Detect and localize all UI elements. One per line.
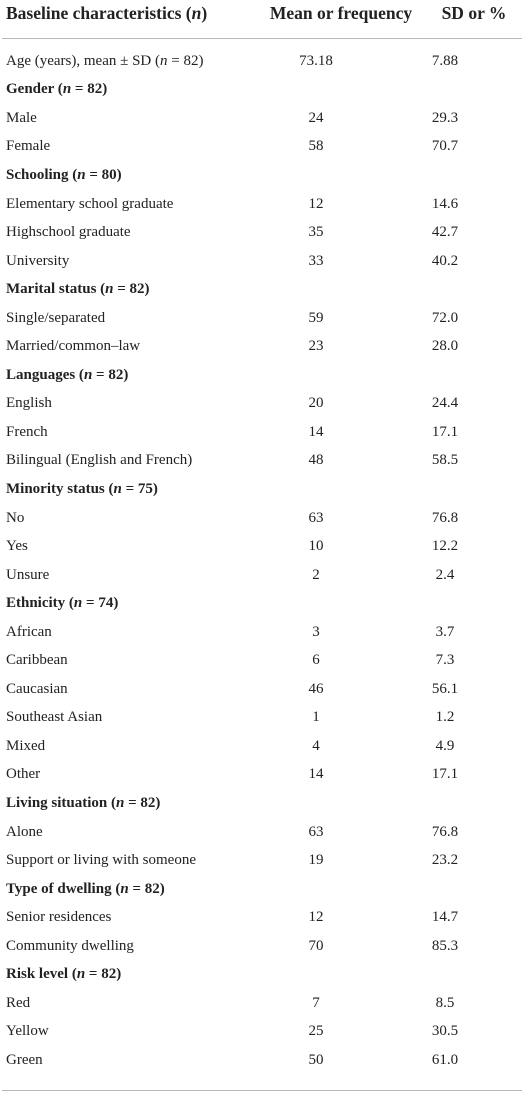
sample-size-variable: n (83, 366, 93, 383)
row-sd-or-percent: 56.1 (431, 680, 459, 697)
row-sd-or-percent: 1.2 (435, 709, 455, 726)
row-sd-or-percent: 28.0 (431, 338, 459, 355)
table-row (2, 247, 522, 276)
row-sd-or-percent: 24.4 (431, 395, 459, 412)
row-label: Living situation (n = 82) (6, 794, 161, 811)
row-label: French (6, 423, 48, 440)
section-header-row (2, 361, 522, 390)
table-row (2, 390, 522, 419)
section-header-row (2, 875, 522, 904)
row-mean-or-frequency: 6 (312, 652, 320, 669)
table-row (2, 104, 522, 133)
row-label: Caucasian (6, 680, 68, 697)
row-label: Male (6, 109, 37, 126)
table-row (2, 218, 522, 247)
table-row (2, 646, 522, 675)
section-header-row (2, 161, 522, 190)
row-mean-or-frequency: 50 (308, 1051, 324, 1068)
row-label: Minority status (n = 75) (6, 480, 158, 497)
row-label: Schooling (n = 80) (6, 166, 122, 183)
row-sd-or-percent: 7.88 (431, 52, 459, 69)
row-label: Alone (6, 823, 43, 840)
row-label: Single/separated (6, 309, 106, 326)
sample-size-variable: n (116, 794, 125, 811)
sample-size-variable: n (113, 480, 122, 497)
section-header-row (2, 961, 522, 990)
table-row (2, 561, 522, 590)
row-label: Senior residences (6, 909, 112, 926)
row-mean-or-frequency: 20 (308, 395, 324, 412)
row-sd-or-percent: 4.9 (435, 737, 455, 754)
row-mean-or-frequency: 1 (312, 709, 320, 726)
section-header-row (2, 589, 522, 618)
row-label: No (6, 509, 25, 526)
row-mean-or-frequency: 12 (308, 909, 324, 926)
row-label: Mixed (6, 737, 46, 754)
table-row (2, 133, 522, 162)
row-sd-or-percent: 58.5 (431, 452, 459, 469)
table-row (2, 761, 522, 790)
table-row (2, 903, 522, 932)
row-mean-or-frequency: 14 (308, 423, 324, 440)
section-header-row (2, 76, 522, 105)
table-row (2, 818, 522, 847)
header-col1-variable: n (191, 2, 202, 23)
row-mean-or-frequency: 63 (308, 823, 324, 840)
row-label: Highschool graduate (6, 224, 131, 241)
table-row (2, 447, 522, 476)
row-sd-or-percent: 17.1 (431, 423, 459, 440)
table-row (2, 504, 522, 533)
row-label: Yes (6, 538, 28, 555)
row-sd-or-percent: 2.4 (435, 566, 455, 583)
row-mean-or-frequency: 63 (308, 509, 324, 526)
table-row (2, 704, 522, 733)
table-bottom-divider (2, 1090, 522, 1091)
header-divider (2, 38, 522, 39)
sample-size-variable: n (73, 595, 83, 612)
section-header-row (2, 475, 522, 504)
header-sd-or-percent: SD or % (441, 2, 507, 23)
table-row (2, 1046, 522, 1075)
row-sd-or-percent: 17.1 (431, 766, 459, 783)
sample-size-variable: n (120, 880, 129, 897)
row-sd-or-percent: 30.5 (431, 1023, 459, 1040)
row-mean-or-frequency: 46 (308, 680, 324, 697)
row-sd-or-percent: 85.3 (431, 937, 459, 954)
sample-size-variable: n (160, 52, 168, 69)
row-mean-or-frequency: 70 (308, 937, 324, 954)
row-mean-or-frequency: 25 (308, 1023, 324, 1040)
row-mean-or-frequency: 4 (312, 737, 320, 754)
row-sd-or-percent: 7.3 (435, 652, 455, 669)
table-row (2, 332, 522, 361)
row-label: Gender (n = 82) (6, 81, 108, 98)
table-row (2, 932, 522, 961)
row-label: Green (6, 1051, 43, 1068)
section-header-row (2, 789, 522, 818)
row-mean-or-frequency: 35 (308, 224, 324, 241)
row-sd-or-percent: 76.8 (431, 509, 459, 526)
table-row (2, 1018, 522, 1047)
table-row (2, 532, 522, 561)
row-mean-or-frequency: 73.18 (299, 52, 333, 69)
row-mean-or-frequency: 10 (308, 538, 324, 555)
row-label: African (6, 623, 52, 640)
table-row (2, 675, 522, 704)
row-label: Caribbean (6, 652, 68, 669)
section-header-row (2, 275, 522, 304)
row-mean-or-frequency: 24 (308, 109, 324, 126)
sample-size-variable: n (77, 166, 86, 183)
row-label: Community dwelling (6, 937, 134, 954)
row-mean-or-frequency: 2 (312, 566, 320, 583)
header-baseline-characteristics (2, 3, 256, 24)
row-sd-or-percent: 70.7 (431, 138, 459, 155)
row-label: Elementary school graduate (6, 195, 174, 212)
row-sd-or-percent: 14.6 (431, 195, 459, 212)
table-row (2, 732, 522, 761)
row-sd-or-percent: 76.8 (431, 823, 459, 840)
baseline-characteristics-table (2, 0, 522, 1091)
row-sd-or-percent: 12.2 (431, 538, 459, 555)
row-mean-or-frequency: 3 (312, 623, 320, 640)
row-mean-or-frequency: 19 (308, 852, 324, 869)
row-mean-or-frequency: 33 (308, 252, 324, 269)
row-sd-or-percent: 14.7 (431, 909, 459, 926)
row-label: Yellow (6, 1023, 49, 1040)
row-label: Unsure (6, 566, 50, 583)
sample-size-variable: n (105, 281, 114, 298)
row-label: Red (6, 994, 31, 1011)
row-label: Marital status (n = 82) (6, 281, 150, 298)
row-label: Other (6, 766, 41, 783)
sample-size-variable: n (76, 966, 86, 983)
row-label: Southeast Asian (6, 709, 103, 726)
row-mean-or-frequency: 7 (312, 994, 320, 1011)
row-label: Support or living with someone (6, 852, 196, 869)
row-mean-or-frequency: 58 (308, 138, 324, 155)
row-sd-or-percent: 29.3 (431, 109, 459, 126)
sample-size-variable: n (62, 81, 72, 98)
table-row (2, 304, 522, 333)
row-sd-or-percent: 8.5 (435, 994, 455, 1011)
row-sd-or-percent: 23.2 (431, 852, 459, 869)
row-sd-or-percent: 72.0 (431, 309, 459, 326)
table-body (2, 47, 522, 1075)
row-sd-or-percent: 42.7 (431, 224, 459, 241)
table-row (2, 190, 522, 219)
header-col1-prefix: Baseline characteristics ( (6, 2, 192, 23)
row-label: English (6, 395, 52, 412)
row-mean-or-frequency: 12 (308, 195, 324, 212)
header-mean-or-frequency: Mean or frequency (269, 2, 413, 23)
row-mean-or-frequency: 59 (308, 309, 324, 326)
row-label: University (6, 252, 70, 269)
table-row (2, 846, 522, 875)
row-sd-or-percent: 40.2 (431, 252, 459, 269)
table-header (2, 0, 522, 26)
row-label: Bilingual (English and French) (6, 452, 193, 469)
row-label: Female (6, 138, 51, 155)
row-label: Type of dwelling (n = 82) (6, 880, 165, 897)
row-mean-or-frequency: 48 (308, 452, 324, 469)
row-label: Married/common–law (6, 338, 141, 355)
header-col1-suffix: ) (201, 2, 208, 23)
table-row (2, 47, 522, 76)
row-sd-or-percent: 3.7 (435, 623, 455, 640)
table-row (2, 618, 522, 647)
row-label: Age (years), mean ± SD (n = 82) (6, 52, 204, 69)
row-mean-or-frequency: 14 (308, 766, 324, 783)
row-label: Languages (n = 82) (6, 366, 129, 383)
table-row (2, 418, 522, 447)
row-label: Ethnicity (n = 74) (6, 595, 119, 612)
table-row (2, 989, 522, 1018)
row-sd-or-percent: 61.0 (431, 1051, 459, 1068)
row-label: Risk level (n = 82) (6, 966, 122, 983)
row-mean-or-frequency: 23 (308, 338, 324, 355)
